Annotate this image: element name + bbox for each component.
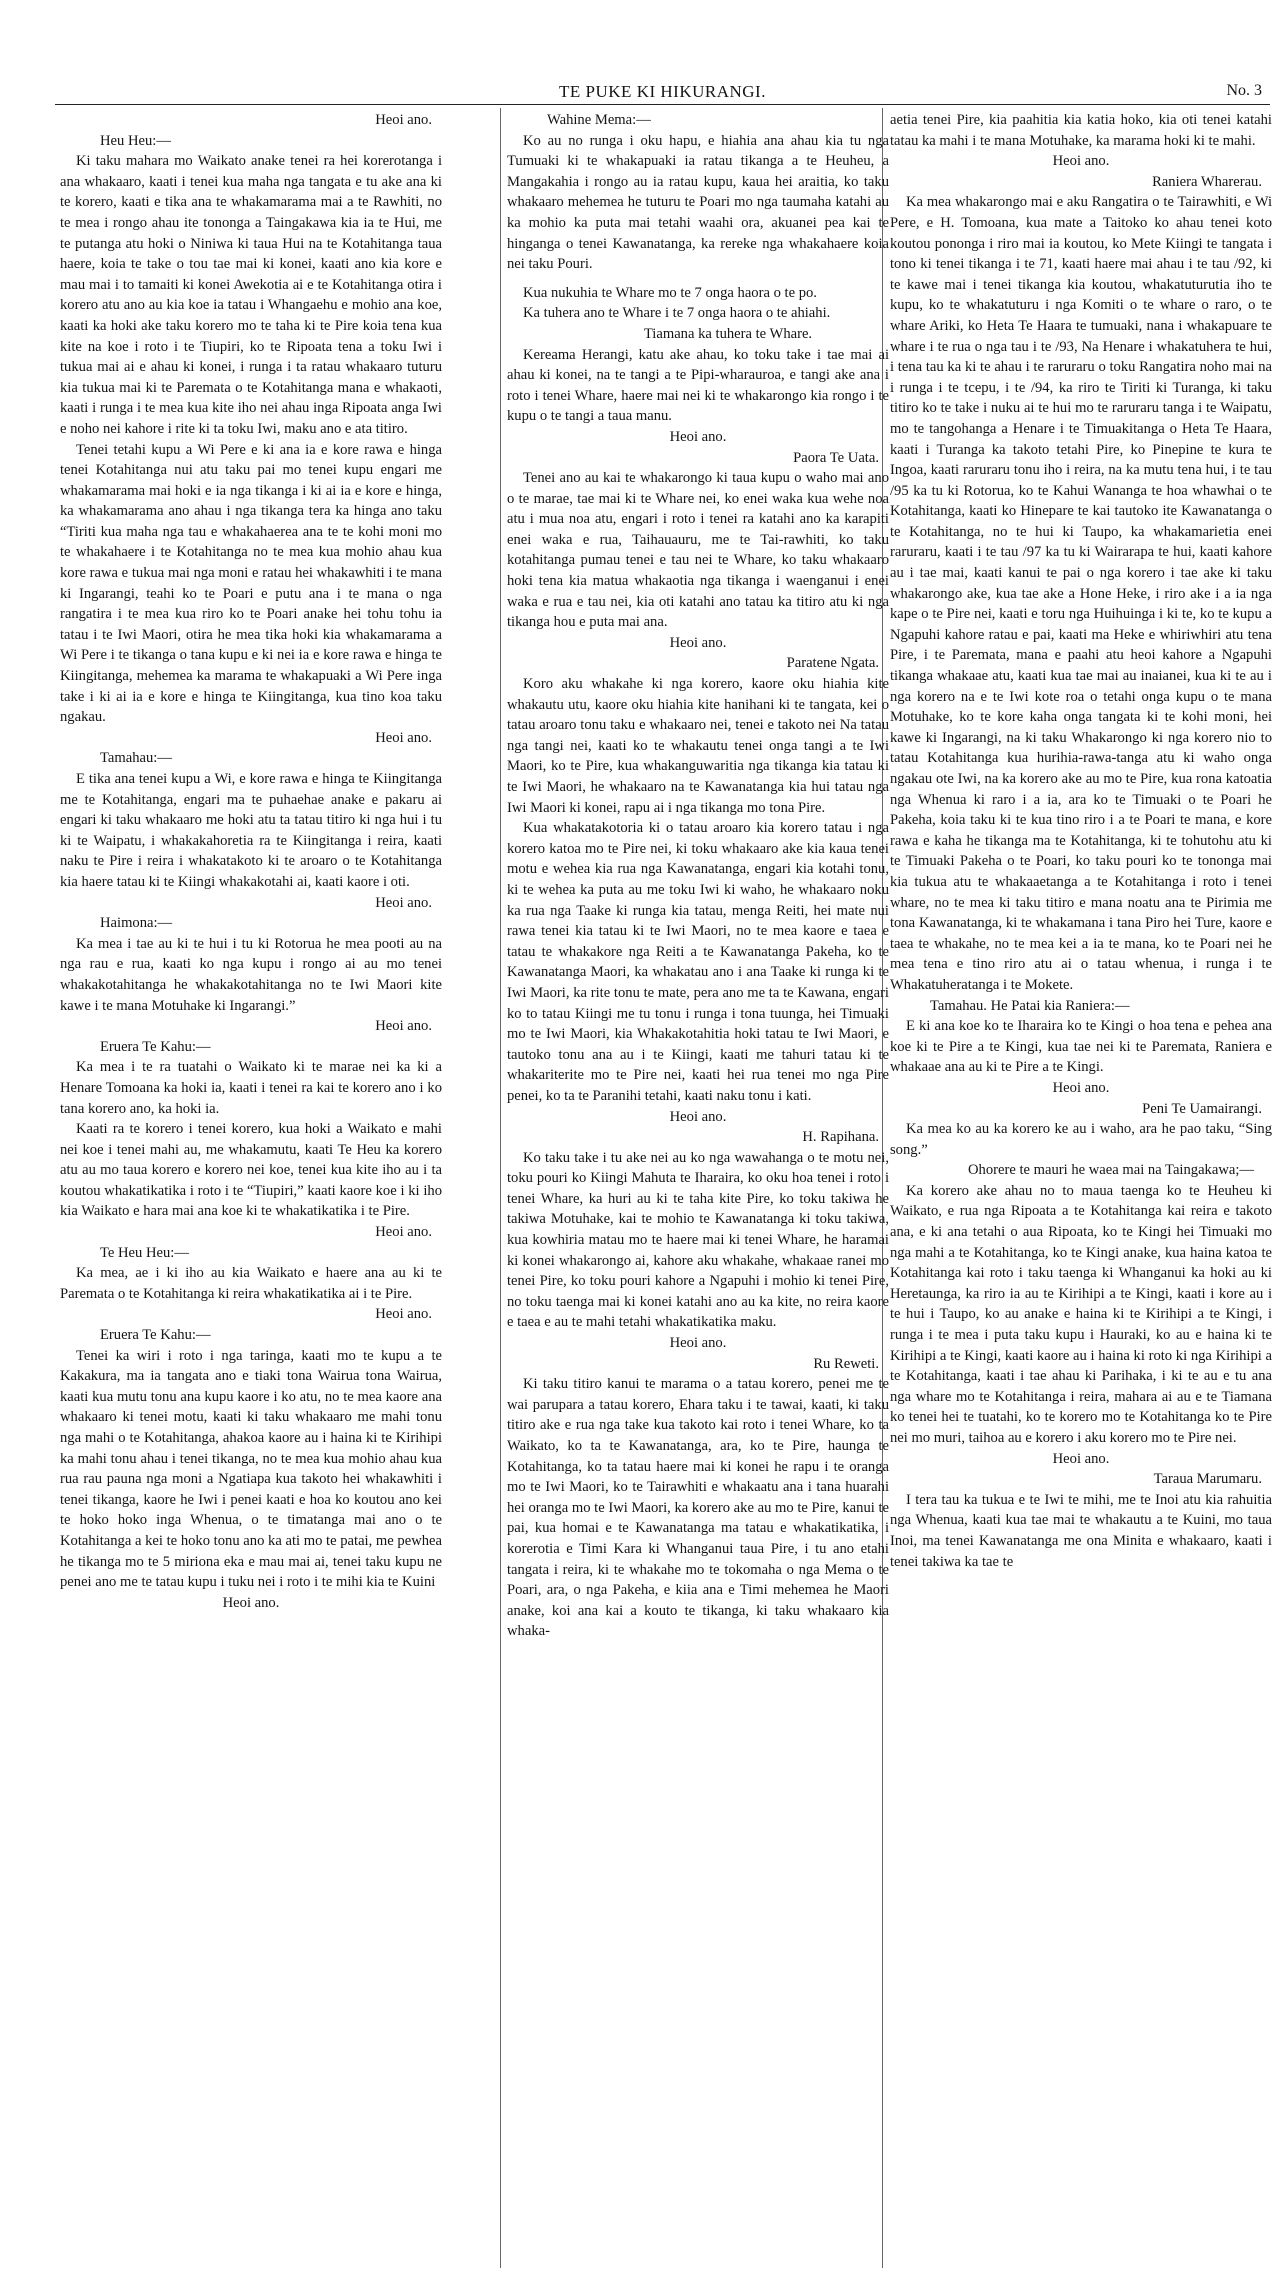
- paragraph: Ko au no runga i oku hapu, e hiahia ana ahau kia tu nga Tumuaki ki te whakapuaki ia ratau tikanga a te Heuheu, a Mangakahia i rongo au ia ratau kupu, kaua hei araitia, ko taku whakaaro mehemea he tuturu te Poari mo nga taumaha katahi au ka mohio ka puta mai tetahi waahi ora, akuanei pea kai te hinganga o tenei Kawanatanga, ka rereke nga whakahaere koia nei taku Pouri.: [507, 132, 889, 273]
- speaker-heading: Haimona:—: [100, 915, 173, 932]
- paragraph: Kaati ra te korero i tenei korero, kua hoki a Waikato e mahi nei koe i tenei mahi au, me whakamutu, kaati Te Heu ka korero atu au mo taua korero e korero nei koe, tenei kua kite iho au i ta koutou whakatikatika i roto i te “Tiupiri,” kaati kaore koe i ki iho kia Waikato e hara mai ana koe ki te whakatikatika i te Pire.: [60, 1121, 442, 1220]
- paragraph: Ka mea i te ra tuatahi o Waikato ki te marae nei ka ki a Henare Tomoana ka hoki ia, kaati i tenei ra kai te korero ano i ko tana korero ano, ka hoki ia.: [60, 1059, 442, 1117]
- section-end-mark: Heoi ano.: [669, 1108, 727, 1125]
- section-end-mark: Heoi ano.: [375, 112, 432, 128]
- section-end-mark: Taraua Marumaru.: [1153, 1471, 1262, 1488]
- column-3: [890, 110, 1272, 2270]
- section-end-mark: Heoi ano.: [375, 894, 432, 911]
- issue-number: No. 3: [1226, 82, 1262, 99]
- speaker-heading: Te Heu Heu:—: [100, 1244, 189, 1261]
- section-end-mark: Heoi ano.: [222, 1594, 280, 1611]
- section-end-mark: Heoi ano.: [669, 634, 727, 651]
- speaker-heading: Tamahau. He Patai kia Raniera:—: [930, 997, 1130, 1014]
- paragraph: Ko taku take i tu ake nei au ko nga wawahanga o te motu nei, toku pouri ko Kiingi Mahuta te Iharaira, ko oku hoa tenei i roto i tenei Whare, ka huri au ki te taha kite Pire, ko toku takiwa he takiwa Motuhake, kai te mohio te Kawanatanga ki toku takiwa, kua kowhiria matau mo te haere mai ki tenei Whare, he haramai ki konei whakarongo ai, kahore aku whakahe, whakaae ranei mo tenei Pire, ko toku pouri kahore a Ngapuhi i mohio ki tenei Pire, no toku taenga mai ki konei katahi ano au ka kite, no reira kaore e taea e au te mahi tetahi whakatikatika maku.: [507, 1149, 889, 1331]
- paragraph: Ki taku mahara mo Waikato anake tenei ra hei korerotanga i ana whakaaro, kaati i tenei kua maha nga tangata e tu ake ana ki te korero, kaati e tika ana te whakamarama mai a te Rawhiti, no te mea i rongo ahau ite tononga a Taingakawa kia ia te Hui, me te putanga atu hoki o Niniwa ki taua Hui na te Kotahitanga taua haere, koia te take o tou tae mai ki konei, kaati ano kia kore e mau mai i to tamaiti ki konei Awekotia ai e te Kotahitanga otira i korero atu ano au kia koe ia tatau i Whangaehu e mohio ana koe, kaati ka hoki ake taku korero mo te taha ki te Pire koia tena kua kite na koe i roto i te Tiupiri, ko te Ripoata tena a toku Iwi i tukua mai ai e ahau ki konei, i runga i ta ratau whakaaro tuturu kia tukua mai ki te Paremata o te Kotahitanga mana e whakaoti, kaati i runga i te mea kua kite iho nei ahau inga Ripoata anga Iwi e noho nei kahore i rite ki ta toku Iwi, maku ano e ata titiro.: [60, 153, 442, 437]
- speaker-heading: Eruera Te Kahu:—: [100, 1038, 211, 1055]
- paragraph: I tera tau ka tukua e te Iwi te mihi, me te Inoi atu kia rahuitia nga Whenua, kaati kua tae mai te whakautu a te Kuini, mo taua Inoi, ma tenei Kawanatanga me ona Minita e whakaaro, kaati i tenei takiwa ka tae te: [890, 1491, 1272, 1570]
- section-end-mark: Paratene Ngata.: [786, 655, 879, 672]
- paragraph: E tika ana tenei kupu a Wi, e kore rawa e hinga te Kiingitanga me te Kotahitanga, engari ma te puhaehae anake e pakaru ai engari ki taku whakaaro me hoki atu ta tatau titiro ki nga hui i tu ki te Waipatu, i whakakahoretia ra te Kiingitanga i reira, kaati naku te Pire i reira i whakatakoto ki te aroaro o te Kotahitanga kia haere tatau ki te Kiingi whakakotahi ai, kaati kaore i oti.: [60, 771, 442, 890]
- section-end-mark: H. Rapihana.: [802, 1129, 879, 1146]
- speaker-heading: Tamahau:—: [100, 750, 172, 767]
- section-end-mark: Raniera Wharerau.: [1152, 173, 1262, 190]
- paragraph: Ka mea i tae au ki te hui i tu ki Rotorua he mea pooti au na nga rau e rua, kaati ko nga kupu i rongo ai au mo tenei whakakotahitanga he whakakotahitanga no te Iwi Maori kite kawe i te mana Motuhake ki Ingarangi.”: [60, 935, 442, 1014]
- section-end-mark: Heoi ano.: [375, 1018, 432, 1035]
- paragraph: Kua nukuhia te Whare mo te 7 onga haora o te po.: [523, 284, 817, 301]
- paragraph: Tenei ano au kai te whakarongo ki taua kupu o waho mai ano o te marae, tae mai ki te Whare nei, ko enei waka kua wehe noa atu i mua noa atu, engari i roto i tenei ra katahi ano ka karapiti enei waka e rua, Taihauauru, me te Tai-rawhiti, ko taku kotahitanga pumau tenei e tau nei te Whare, ko taku whakaaro hoki tena kia matua whakaotia nga tikanga i waenganui i enei waka e rua e tau nei, kia oti katahi ano tatau ka titiro atu ki nga tikanga hou e puta mai ana.: [507, 470, 889, 631]
- paragraph: Ka korero ake ahau no to maua taenga ko te Heuheu ki Waikato, e rua nga Ripoata a te Kotahitanga kai reira e takoto ana, e ki ana tetahi o aua Ripoata, ko te Kingi hei Timuaki mo nga mahi a te Kotahitanga, ko te Kingi anake, kua haina katoa te Kotahitanga kai roto i taku taenga ki Whanganui ka hoki au ki Heretaunga, ka riro ia au te Kirihipi a te Kingi, kaati i kore au i te hui i Taupo, ko au anake e haina ki te Kirihipi a te Kingi, i runga i te mea i puta taku kupu i Hauraki, ko au e haina ki te Kirihipi a te Kingi, kaati kaore au i haina ki roto ki nga Kirihipi a te Kotahitanga, kaati i tae ahau ki Parihaka, i ki te au e tu ana nga whare mo te Kotahitanga i reira, mahara ai au e te Tiamana ko tenei hei te tuatahi, ko te korero mo te Kotahitanga ko te Pire nei mo muri, taihoa au e korero i aku korero mo te Pire nei.: [890, 1182, 1272, 1446]
- speaker-heading: Wahine Mema:—: [547, 112, 651, 128]
- paragraph: Tenei tetahi kupu a Wi Pere e ki ana ia e kore rawa e hinga tenei Kotahitanga nui atu taku pai mo tenei kupu engari me whakamarama mai hoki e ia nga tikanga i ki ai ia e kore e hinga, ka whakamarama ano ahau i nga tikanga tera ka hinga ano taku “Tiriti kua maha nga tau e whakahaerea ana te te kohi moni mo te whakahaere i te Kotahitanga no te mea kua mohio ahau kua kore rawa e tukua mai nga moni e ratau hei whakawhiti i te mana ki Ingarangi, teahi ko te Poari e putu ana i te mana o nga rangatira i te mea kua riro ko te Poari anake hei tohu tohu ia tatau i te Iwi Maori, otira he mea tika hoki kia whakamarama a Wi Pere i te tikanga o tana kupu e ki nei ia e kore rawa e hinga te Kiingitanga, mehemea ka marama te whakapuaki a Wi Pere inga take i ki ai ia e kore e hinga te Kiingitanga, kua tino koa taku ngakau.: [60, 441, 442, 726]
- section-end-mark: Ru Reweti.: [813, 1355, 879, 1372]
- masthead: [55, 78, 1270, 105]
- paragraph: Ka mea ko au ka korero ke au i waho, ara he pao taku, “Sing song.”: [890, 1121, 1272, 1158]
- speaker-heading: Ohorere te mauri he waea mai na Taingakawa;—: [968, 1162, 1254, 1179]
- paragraph: Kua whakatakotoria ki o tatau aroaro kia korero tatau i nga korero katoa mo te Pire nei, ki toku whakaaro ake kia kaua tenei motu e wehea kia rua nga Kawanatanga, engari kia kotahi tonu, ki te wehea ka puta au me toku Iwi ki waho, he whakaaro noku ka rua nga Taake ki runga kia tatau, menga Reiti, hei mate nui rawa tenei kia tatau ki te Iwi Maori, no te mea kaore e taea e tatau te whakakore nga Reiti a te Kawanatanga Pakeha, ko te Kawanatanga Maori, ka whakatau ano i ana Taake ki runga ki te Iwi Maori, ka rite tonu te mate, pera ano me ta te Kawana, engari ko to tatau Kiingi me tu tonu i runga i tona tuunga, hei Timuaki mo te Iwi Maori, kia Whakakotahitia hoki tatau te Iwi Maori, e tautoko tonu ana au i te Kiingi, kaati me tahuri tatau ki te whakariterite mo te Pire nei, kaati hei rua tenei mo nga Pire penei, ko ta te Paranihi tetahi, kaati naku tonu i kati.: [507, 820, 889, 1104]
- paragraph: Ka mea, ae i ki iho au kia Waikato e haere ana au ki te Paremata o te Kotahitanga ki reira whakatikatika ai i te Pire.: [60, 1265, 442, 1302]
- paragraph: aetia tenei Pire, kia paahitia kia katia hoko, kia oti tenei katahi tatau ka mahi i te mana Motuhake, ka marama hoki ki te mahi.: [890, 112, 1272, 149]
- section-end-mark: Heoi ano.: [669, 428, 727, 445]
- section-end-mark: Peni Te Uamairangi.: [1142, 1100, 1262, 1117]
- speaker-heading: Heu Heu:—: [100, 132, 171, 149]
- section-end-mark: Heoi ano.: [375, 1306, 432, 1323]
- section-end-mark: Paora Te Uata.: [793, 449, 879, 466]
- paragraph: Ka mea whakarongo mai e aku Rangatira o te Tairawhiti, e Wi Pere, e H. Tomoana, kua mate a Taitoko ko ahau tenei koto koutou pononga i riro mai ia koutou, ko Mete Kiingi te tangata i tono ki tenei tikanga i te 71, kaati haere mai ahau i te tau /92, ki te kawe mai i tenei tikanga kia koutou, whakatuturutia iho te kupu, ko te whakatuturu i nga Komiti o te whare o raro, o te whare Ariki, ko Heta Te Haara te tumuaki, nana i whakapuare te whare i te rua o nga tau i te /93, Na Henare i whakatuhera te hui, i tena tau ka ki te ahau i te raruraru o toku Rangatira noho mai na i runga i te tcepu, i te /94, ka riro te Tiriti ki Turanga, ki taku titiro ko te take i nuku ai te hui mo te raruraru tanga i te Waipatu, mo te tangohanga a Henare i te Timuakitanga o Heta Te Haara, kaati i Turanga ka takoto tetahi Pire, ko Pinepine te kura te Ingoa, kaati raruraru tonu iho i reira, na ka mutu tena hui, i te tau /95 ka tu ki Rotorua, ko te Kahui Wananga te hoa whawhai o te Kotahitanga, kaati ko Hinepare te kai tautoko ite Kawanatanga o te Kotahitanga, no te hui ki Taupo, ka whakamarietia enei raruraru, kaati i te tau /97 ka tu ki Wairarapa te hui, kaati kahore au i tae mai, kaati kanui te pai o nga korero i tae ake ki taku whakarongo ake, kua tae ake a Hone Heke, i riro ake i a ia nga kape o te Pire nei, kaati e toru nga Huihuinga i ki te, ko te kupu a Ngapuhi kahore ratau e pai, kaati ma Heke e whiriwhiri atu tena Pire, i te Paremata, mana e paahi atu heoi kahore a Ngapuhi tikanga whakaae atu, kaati kua tae mai au inaianei, kua ki te au i nga korero na e te Iwi kote roa o tetahi onga kupu o te mana Motuhake, ko te kore kaha onga tangata ki te kohi moni, hei kawe ki Ingarangi, na ki taku Whakarongo ki nga korero nio to tatau Kotahitanga kua hurihia-rawa-tanga atu ki waho onga ngakau ote Iwi, na ka korero ake au mo te Pire, kua rona katoatia nga Whenua ki raro i a ia, ara ko te Timuaki o te Poari he Pakeha, koia taku ki te kua tino riro i a te Poari te mana, e kore rawa e kaha he tikanga ma te Kotahitanga, ki te tohutohu atu ki te Timuaki Pakeha o te Poari, ko taku pouri ko te tononga mai kia tukua atu te whakaaetanga a te Kotahitanga i roto i tenei whare, no te mea ki taku titiro e mana noatu ana te Pirimia me tona Kawanatanga, ki te whakamana i tana Piro hei Ture, kaore e taea te whakahe, no te mea kei a ia te mana, ko te Poari nei he mea tena e tino riro atu ai o tatau whenua, i runga i te Whakatuheratanga i te Mokete.: [890, 194, 1272, 993]
- speaker-heading: Tiamana ka tuhera te Whare.: [643, 325, 813, 342]
- column-2: [507, 110, 889, 2270]
- section-end-mark: Heoi ano.: [669, 1335, 727, 1352]
- section-end-mark: Heoi ano.: [375, 1224, 432, 1241]
- paragraph: Ki taku titiro kanui te marama o a tatau korero, penei me te wai parupara a tatau korero, Ehara taku i te tawai, kaati, ki taku titiro ake e rua nga take kua takoto kai roto i tenei Whare, ko ta Waikato, ko ta te Kawanatanga, ara, ko te Pire, haunga te Kotahitanga, ko ta tatau haere mai ki konei he rapu i te oranga mo te Iwi Maori, ko te Tairawhiti e whakaatu ana i tana huarahi hei oranga mo te Iwi Maori, ka korero ake au mo te Pire, kanui te pai, kua homai e te Kawanatanga ma tatau e whakatikatika, i korerotia e Timi Kara ki Whanganui taua Pire, i tu ano etahi tangata i reira, ki te whakahe mo te tokomaha o nga Mema o te Poari, ara, o nga Pakeha, e kiia ana e Timi mehemea he Maori anake, koi ana kai a kouto te tikanga, ki taku whakaaro kia whaka-: [507, 1376, 889, 1640]
- newspaper-title: TE PUKE KI HIKURANGI.: [559, 82, 766, 101]
- section-end-mark: Heoi ano.: [1052, 1079, 1110, 1096]
- paragraph: Koro aku whakahe ki nga korero, kaore oku hiahia kite whakautu utu, kaore oku hiahia kite hanihani ki te tangata, kei o tatau aroaro tonu taku e whakaaro nei, tenei e takoto nei Na tatau nga tangi nei, kaati ko te whakautu tenei onga tangi a te Iwi Maori, ko te Pire, kua whakanguwaritia nga tikanga kia tatau ki te Iwi Maori, he whakaaro na te Kawanatanga kia hui tatau nga Iwi Maori ki konei, rapu ai i nga tikanga mo tona Pire.: [507, 676, 889, 816]
- column-1: [60, 110, 442, 2270]
- section-end-mark: Heoi ano.: [375, 729, 432, 746]
- paragraph: Kereama Herangi, katu ake ahau, ko toku take i tae mai ai ahau ki konei, na te tangi a te Pipi-wharauroa, e tangi ake ana i roto i tenei Whare, haere mai nei ki te whakarongo kia rongo i te kupu o te tangi a taua manu.: [507, 346, 889, 425]
- speaker-heading: Eruera Te Kahu:—: [100, 1327, 211, 1344]
- paragraph: E ki ana koe ko te Iharaira ko te Kingi o hoa tena e pehea ana koe ki te Pire a te Kingi, kua tae nei ki te Paremata, Raniera e whakaae ana au ki te Pire a te Kingi.: [890, 1018, 1272, 1076]
- paragraph: Ka tuhera ano te Whare i te 7 onga haora o te ahiahi.: [523, 305, 831, 322]
- section-end-mark: Heoi ano.: [1052, 153, 1110, 170]
- section-end-mark: Heoi ano.: [1052, 1450, 1110, 1467]
- column-divider: [500, 108, 501, 2268]
- paragraph: Tenei ka wiri i roto i nga taringa, kaati mo te kupu a te Kakakura, ma ia tangata ano e tiaki tona Wairua tona Wairua, kaati kua mutu tonu ana kupu kaore i ko atu, no te mea kaore ana whakaaro ki tenei motu, kaati ki taku whakaaro me mahi tonu nga mahi o te Kotahitanga, ahakoa kaore au i haina ki te Kirihipi ka mahi tonu ahau i tenei tikanga, no te mea kua mohio ahau kua rua rau pauna nga moni a Ngatiapa kua takoto hei whakawhiti i tenei tikanga, kaore he Iwi i penei kaati e hoa ko koutou ano kei te hoko hoko inga Whenua, o te timatanga mai ano o te Kotahitanga a kei te hoko tonu ano ka ati mo te patai, me pewhea he tikanga mo te 5 miriona eka e mau mai ai, tenei taku kupu ne penei ano me te tatau kupu i tuku nei i roto i te mihi kia te Kuini: [60, 1347, 442, 1591]
